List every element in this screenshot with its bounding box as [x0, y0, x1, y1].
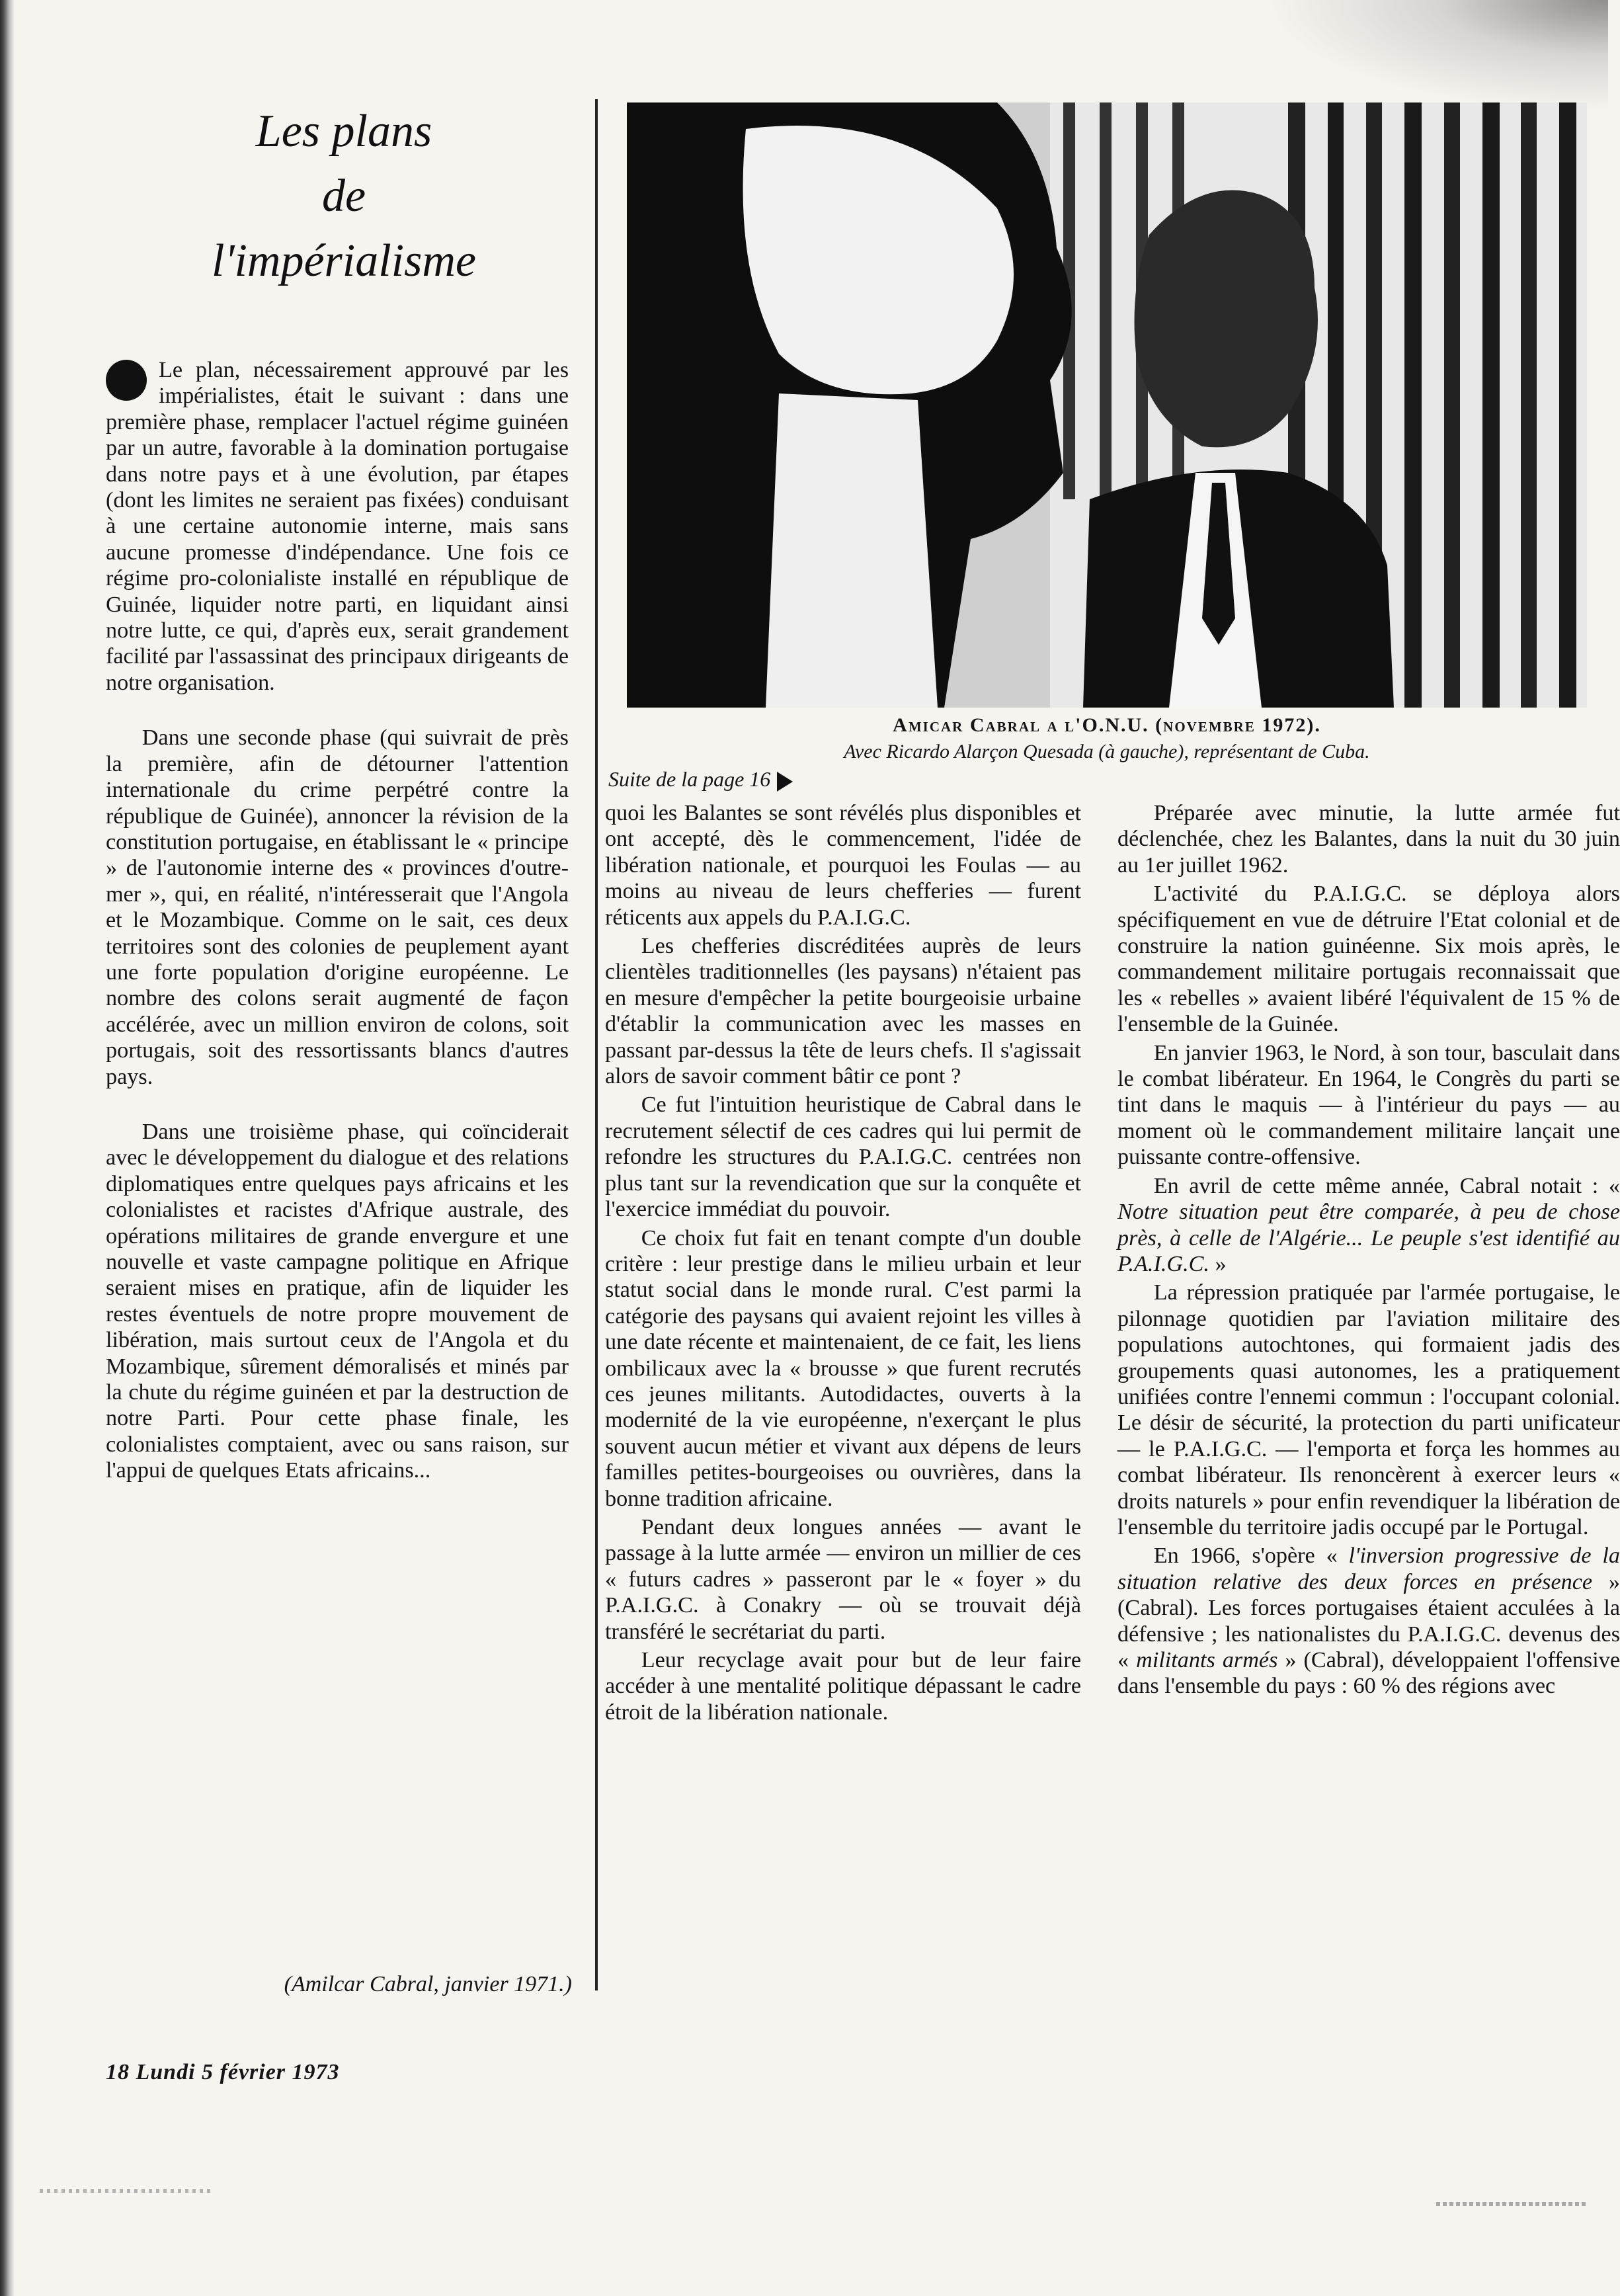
- paragraph: Dans une seconde phase (qui suivrait de près la première, afin de détourner l'attention internationale du crime perpétré contre la république de Guinée), annoncer la révision de la constitution portugaise, en établissant le « principe » de l'autonomie interne des « provinces d'outre-mer », qui, en réalité, n'intéresserait que l'Angola et le Mozambique. Comme on le sait, ces deux territoires sont des colonies de peuplement ayant une forte population d'origine européenne. Le nombre des colons serait augmenté de façon accélérée, avec un million environ de colons, soit portugais, soit des ressortissants blancs d'autres pays.: [106, 725, 569, 1089]
- paragraph: Pendant deux longues années — avant le passage à la lutte armée — environ un millier de ces « futurs cadres » passeront par le « foyer » du P.A.I.G.C. à Conakry — où se trouvait déjà transféré le secrétariat du parti.: [605, 1514, 1081, 1644]
- paragraph: La répression pratiquée par l'armée portugaise, le pilonnage quotidien par l'aviation militaire des populations autochtones, qui formaient jadis des groupements quasi autonomes, les a pratiquement unifiées contre l'ennemi commun : l'occupant colonial. Le désir de sécurité, la protection du parti unificateur — le P.A.I.G.C. — l'emporta et força les hommes au combat libérateur. Ils renoncèrent à exercer leurs « droits naturels » pour enfin revendiquer la libération de l'ensemble du territoire jadis occupé par le Portugal.: [1117, 1280, 1620, 1539]
- paragraph: Leur recyclage avait pour but de leur faire accéder à une mentalité politique dépassant le cadre étroit de la libération nationale.: [605, 1648, 1081, 1725]
- column-left: [106, 357, 569, 1484]
- scan-noise-bottom-left: [40, 2189, 212, 2193]
- column-divider: [595, 99, 598, 1990]
- paragraph: L'activité du P.A.I.G.C. se déploya alors spécifiquement en vue de détruire l'Etat colonial et de construire la nation guinéenne. Six mois après, le commandement militaire portugais reconnaissait que les « rebelles » avaient libéré l'équivalent de 15 % de l'ensemble de la Guinée.: [1117, 882, 1620, 1037]
- caption-line-1: Amicar Cabral a l'O.N.U. (novembre 1972).: [893, 714, 1321, 736]
- paragraph: En 1966, s'opère « l'inversion progressive de la situation relative des deux forces en présence » (Cabral). Les forces portugaises étaient acculées à la défensive ; les nationalistes du P.A.I.G.C. devenus des « militants armés » (Cabral), développaient l'offensive dans l'ensemble du pays : 60 % des régions avec: [1117, 1543, 1620, 1699]
- paragraph: Dans une troisième phase, qui coïnciderait avec le développement du dialogue et des relations diplomatiques entre quelques pays africains et les colonialistes et racistes d'Afrique australe, des opérations militaires de grande envergure et une nouvelle et vaste campagne politique en Afrique seraient mises en pratique, afin de liquider les restes éventuels de notre propre mouvement de libération, mais surtout ceux de l'Angola et du Mozambique, sûrement démoralisés et minés par la chute du régime guinéen et par la destruction de notre Parti. Pour cette phase finale, les colonialistes comptaient, avec ou sans raison, sur l'appui de quelques Etats africains...: [106, 1119, 569, 1483]
- scan-noise-bottom-right: [1436, 2202, 1588, 2206]
- title-line-2: de: [321, 171, 366, 222]
- signature-attribution: (Amilcar Cabral, janvier 1971.): [284, 1972, 572, 1996]
- page-footer: 18 Lundi 5 février 1973: [106, 2060, 340, 2084]
- paragraph: Ce choix fut fait en tenant compte d'un double critère : leur prestige dans le milieu urbain et leur statut social dans le monde rural. C'est parmi la catégorie des paysans qui avaient rejoint les villes à une date récente et maintenaient, de ce fait, les liens ombilicaux avec la « brousse » que furent recrutés ces jeunes militants. Autodidactes, ouverts à la modernité de la vie européenne, n'exerçant le plus souvent aucun métier et vivant aux dépens de leurs familles petites-bourgeoises ou ouvrières, dans la bonne tradition africaine.: [605, 1225, 1081, 1511]
- title-line-3: l'impérialisme: [212, 235, 476, 286]
- scan-left-edge: [0, 0, 15, 2296]
- caption-line-2: Avec Ricardo Alarçon Quesada (à gauche), représentant de Cuba.: [844, 741, 1370, 762]
- photo-image: [627, 102, 1587, 708]
- arrow-right-icon: [777, 772, 793, 792]
- scan-noise-top-right: [1264, 0, 1608, 112]
- paragraph: En avril de cette même année, Cabral notait : « Notre situation peut être comparée, à peu de chose près, à celle de l'Algérie... Le peuple s'est identifié au P.A.I.G.C. »: [1117, 1173, 1620, 1276]
- column-middle: [605, 800, 1081, 1725]
- photo-left-hand: [766, 393, 938, 708]
- article-title: [179, 99, 509, 294]
- paragraph: Ce fut l'intuition heuristique de Cabral dans le recrutement sélectif de ces cadres qui lui permit de refondre les structures du P.A.I.G.C. centrées non plus tant sur la revendication que sur la conquête et l'exercice immédiat du pouvoir.: [605, 1092, 1081, 1222]
- photo-right-face: [1135, 190, 1318, 448]
- title-line-1: Les plans: [255, 106, 432, 157]
- continued-from-note: Suite de la page 16: [608, 767, 793, 792]
- column-right: [1117, 800, 1620, 1700]
- paragraph: Préparée avec minutie, la lutte armée fut déclenchée, chez les Balantes, dans la nuit du 30 juin au 1er juillet 1962.: [1117, 801, 1620, 878]
- photo-caption: [627, 712, 1587, 765]
- bullet-icon: [106, 360, 147, 401]
- paragraph: quoi les Balantes se sont révélés plus disponibles et ont accepté, dès le commencement, l'idée de libération nationale, et pourquoi les Foulas — au moins au niveau de leurs chefferies — furent réticents aux appels du P.A.I.G.C.: [605, 801, 1081, 930]
- paragraph: Le plan, nécessairement approuvé par les impérialistes, était le suivant : dans une première phase, remplacer l'actuel régime guinéen par un autre, favorable à la domination portugaise dans notre pays et à une évolution, par étapes (dont les limites ne seraient pas fixées) conduisant à une certaine autonomie interne, mais sans aucune promesse d'indépendance. Une fois ce régime pro-colonialiste installé en république de Guinée, liquider notre parti, en liquidant ainsi notre lutte, ce qui, d'après eux, serait grandement facilité par l'assassinat des principaux dirigeants de notre organisation.: [106, 358, 569, 695]
- paragraph: En janvier 1963, le Nord, à son tour, basculait dans le combat libérateur. En 1964, le Congrès du parti se tint dans le maquis — à l'intérieur du pays — au moment où le commandement militaire lançait une puissante contre-offensive.: [1117, 1040, 1620, 1170]
- paragraph: Les chefferies discréditées auprès de leurs clientèles traditionnelles (les paysans) n'étaient pas en mesure d'empêcher la petite bourgeoisie urbaine d'établir la communication avec les masses en passant par-dessus la tête de leurs chefs. Il s'agissait alors de savoir comment bâtir ce pont ?: [605, 934, 1081, 1089]
- photo-cabral-at-un: [627, 102, 1587, 708]
